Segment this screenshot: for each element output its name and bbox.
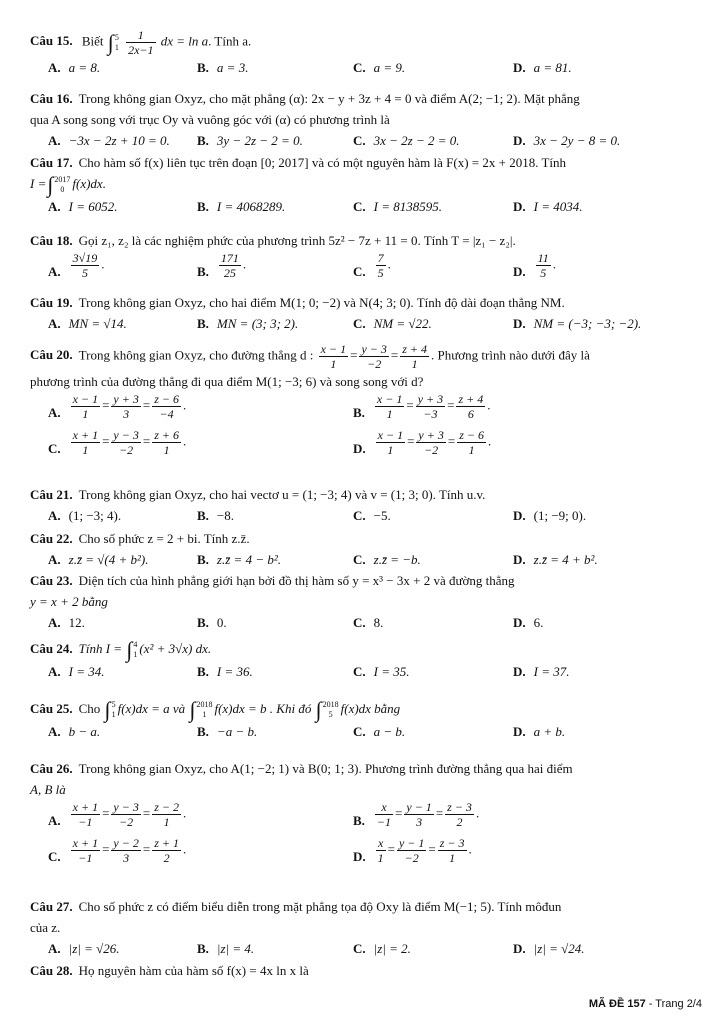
question-number: Câu 24. — [30, 641, 73, 656]
question-16 — [30, 88, 702, 150]
stem-expression: (x² + 3√x) dx. — [139, 641, 212, 656]
option-d[interactable]: D. I = 4034. — [513, 199, 583, 215]
question-20 — [30, 342, 702, 464]
question-25 — [30, 698, 702, 741]
option-a[interactable]: A. −3x − 2z + 10 = 0. — [48, 133, 170, 148]
question-21 — [30, 484, 702, 525]
integral-sign: ∫ — [315, 697, 322, 723]
stem-text: Gọi z₁, z₂ là các nghiệm phức của phương trình 5z² − 7z + 11 = 0. Tính T = |z₁ − z₂|. — [78, 233, 516, 248]
answer-row — [30, 612, 702, 632]
integral-sign: ∫ — [189, 697, 196, 723]
answer-row — [30, 800, 702, 836]
option-b[interactable]: B. −a − b. — [197, 724, 258, 740]
question-number: Câu 22. — [30, 531, 73, 546]
option-d[interactable]: D. $\frac{x - 1}{1}$ = $\frac{y + 3}{-2}$ = $\frac{z - 6}{1}$ . — [353, 428, 492, 457]
question-19 — [30, 292, 702, 333]
integral-limits: 5 1 — [111, 700, 116, 720]
question-number: Câu 27. — [30, 899, 73, 914]
option-a[interactable]: A. z.z̄ = √(4 + b²). — [48, 552, 149, 567]
question-stem — [30, 152, 702, 173]
stem-continuation: phương trình của đường thẳng đi qua điểm M(1; −3; 6) và song song với d? — [30, 374, 424, 389]
option-c[interactable]: C. I = 8138595. — [353, 199, 442, 215]
question-number: Câu 21. — [30, 487, 73, 502]
option-d[interactable]: D. $\frac{11}{5}$ . — [513, 251, 556, 280]
question-22 — [30, 528, 702, 569]
option-c[interactable]: C. −5. — [353, 508, 391, 523]
option-d[interactable]: D. $\frac{x}{1}$ = $\frac{y - 1}{-2}$ = $\frac{z - 3}{1}$ . — [353, 836, 472, 865]
option-d[interactable]: D. |z| = √24. — [513, 941, 585, 956]
stem-text: Trong không gian Oxyz, cho hai vectơ u = (1; −3; 4) và v = (1; 3; 0). Tính u.v. — [78, 487, 486, 502]
question-stem — [30, 638, 702, 661]
option-b[interactable]: B. |z| = 4. — [197, 941, 255, 956]
option-a[interactable]: A. $\frac{x + 1}{-1}$ = $\frac{y - 3}{-2}$ = $\frac{z - 2}{1}$ . — [48, 800, 187, 829]
integral-limits: 2018 5 — [322, 700, 339, 720]
stem-text: Cho hàm số f(x) liên tục trên đoạn [0; 2017] và có một nguyên hàm là F(x) = 2x + 2018. Tính — [78, 155, 567, 170]
option-d[interactable]: D. 3x − 2y − 8 = 0. — [513, 133, 621, 148]
option-a[interactable]: A. $\frac{x - 1}{1}$ = $\frac{y + 3}{3}$ = $\frac{z - 6}{-4}$ . — [48, 392, 187, 421]
fraction: $\frac{1}{2x-1}$ — [128, 28, 154, 57]
answer-row — [30, 549, 702, 569]
option-a[interactable]: A. a = 8. — [48, 60, 101, 75]
question-stem — [30, 28, 702, 57]
question-stem — [30, 960, 702, 981]
option-c[interactable]: C. NM = √22. — [353, 316, 432, 331]
stem-continuation: A, B là — [30, 782, 66, 797]
option-b[interactable]: B. −8. — [197, 508, 235, 523]
answer-row — [30, 130, 702, 150]
question-number: Câu 28. — [30, 963, 73, 978]
option-c[interactable]: C. $\frac{x + 1}{1}$ = $\frac{y - 3}{-2}$ = $\frac{z + 6}{1}$ . — [48, 428, 187, 457]
stem-continuation: qua A song song với trục Oy và vuông góc với (α) có phương trình là — [30, 112, 390, 127]
answer-row — [30, 938, 702, 958]
option-d[interactable]: D. a = 81. — [513, 60, 572, 75]
stem-text: Cho — [78, 701, 101, 716]
option-d[interactable]: D. a + b. — [513, 724, 566, 740]
stem-text: Tính I = — [78, 641, 123, 656]
question-number: Câu 23. — [30, 573, 73, 588]
stem-text: Trong không gian Oxyz, cho mặt phẳng (α): 2x − y + 3z + 4 = 0 và điểm A(2; −1; 2). Mặt phẳng — [78, 91, 580, 106]
option-b[interactable]: B. I = 36. — [197, 664, 253, 680]
integral-sign: ∫ — [104, 697, 111, 723]
answer-row — [30, 661, 702, 681]
stem-continuation: y = x + 2 bằng — [30, 594, 108, 609]
option-c[interactable]: C. 8. — [353, 615, 384, 630]
answer-row — [30, 251, 702, 287]
answer-row — [30, 505, 702, 525]
option-c[interactable]: C. 3x − 2z − 2 = 0. — [353, 133, 460, 148]
option-c[interactable]: C. a = 9. — [353, 60, 406, 75]
option-a[interactable]: A. I = 6052. — [48, 199, 118, 215]
stem-continuation: I =∫ 2017 0 f(x)dx. — [30, 172, 106, 198]
question-27 — [30, 896, 702, 958]
question-23 — [30, 570, 702, 632]
question-number: Câu 18. — [30, 233, 73, 248]
question-stem — [30, 570, 702, 591]
question-stem — [30, 758, 702, 779]
question-number: Câu 17. — [30, 155, 73, 170]
option-c[interactable]: C. $\frac{7}{5}$ . — [353, 251, 391, 280]
option-b[interactable]: B. z.z̄ = 4 − b². — [197, 552, 281, 567]
stem-text: Biết — [81, 33, 104, 49]
option-c[interactable]: C. $\frac{x + 1}{-1}$ = $\frac{y - 2}{3}$ = $\frac{z + 1}{2}$ . — [48, 836, 187, 865]
option-a[interactable]: A. 12. — [48, 615, 85, 630]
page-number: - Trang 2/4 — [645, 998, 702, 1010]
question-stem — [30, 88, 702, 109]
question-stem — [30, 484, 702, 505]
integral-limits: 4 1 — [133, 640, 138, 660]
option-a[interactable]: A. I = 34. — [48, 664, 105, 680]
answer-row — [30, 392, 702, 428]
question-stem — [30, 292, 702, 313]
stem-text: Trong không gian Oxyz, cho A(1; −2; 1) và B(0; 1; 3). Phương trình đường thẳng qua hai điểm — [78, 761, 573, 776]
answer-row — [30, 57, 702, 77]
stem-text: Trong không gian Oxyz, cho hai điểm M(1; 0; −2) và N(4; 3; 0). Tính độ dài đoạn thẳng NM. — [78, 295, 565, 310]
option-a[interactable]: A. MN = √14. — [48, 316, 127, 331]
option-d[interactable]: D. NM = (−3; −3; −2). — [513, 316, 642, 331]
stem-text: Trong không gian Oxyz, cho đường thẳng d : — [78, 347, 314, 363]
answer-row — [30, 428, 702, 464]
option-b[interactable]: B. I = 4068289. — [197, 199, 286, 215]
answer-row — [30, 196, 702, 216]
question-number: Câu 25. — [30, 701, 73, 716]
stem-suffix: . Phương trình nào dưới đây là — [431, 347, 590, 363]
integral-limits: 5 1 — [114, 32, 119, 52]
option-b[interactable]: B. $\frac{171}{25}$ . — [197, 251, 247, 280]
question-17 — [30, 152, 702, 216]
option-c[interactable]: C. z.z̄ = −b. — [353, 552, 421, 567]
option-a[interactable]: A. |z| = √26. — [48, 941, 120, 956]
question-number: Câu 20. — [30, 347, 73, 363]
question-number: Câu 19. — [30, 295, 73, 310]
stem-suffix: . Tính a. — [208, 33, 252, 49]
question-24 — [30, 638, 702, 681]
option-a[interactable]: A. $\frac{3√19}{5}$ . — [48, 251, 105, 280]
option-d[interactable]: D. 6. — [513, 615, 544, 630]
integral-sign: ∫ — [47, 172, 54, 198]
option-a[interactable]: A. b − a. — [48, 724, 101, 740]
integral-sign: ∫ — [126, 637, 133, 663]
question-stem: Câu 25. Cho ∫ 5 1 f(x)dx = a và ∫ 2018 1 f(x)dx = b . Khi đó ∫ 2018 5 f(x)dx bằng — [30, 697, 401, 723]
question-stem — [30, 528, 702, 549]
question-stem: Câu 20. Trong không gian Oxyz, cho đường thẳng d : $\frac{x - 1}{1}$ = $\frac{y - 3}{-2}$ = $\frac{z + 4}{1}$ . Phương trình nào dưới đây là — [30, 342, 590, 371]
option-b[interactable]: B. MN = (3; 3; 2). — [197, 316, 299, 331]
stem-text: Diện tích của hình phẳng giới hạn bởi đồ thị hàm số y = x³ − 3x + 2 và đường thẳng — [78, 573, 515, 588]
question-number: Câu 15. — [30, 33, 73, 49]
exam-code: MÃ ĐỀ 157 — [588, 998, 646, 1010]
stem-text: Cho số phức z có điểm biểu diễn trong mặt phẳng tọa độ Oxy là điểm M(−1; 5). Tính môđun — [78, 899, 562, 914]
question-18 — [30, 230, 702, 287]
answer-row — [30, 313, 702, 333]
integral-sign: ∫ — [107, 29, 114, 55]
option-b[interactable]: B. 3y − 2z − 2 = 0. — [197, 133, 303, 148]
question-28 — [30, 960, 702, 981]
option-b[interactable]: B. 0. — [197, 615, 227, 630]
option-b[interactable]: B. $\frac{x - 1}{1}$ = $\frac{y + 3}{-3}$ = $\frac{z + 4}{6}$ . — [353, 392, 491, 421]
option-d[interactable]: D. (1; −9; 0). — [513, 508, 587, 523]
option-c[interactable]: C. a − b. — [353, 724, 406, 740]
stem-continuation: của z. — [30, 920, 61, 935]
option-c[interactable]: C. |z| = 2. — [353, 941, 411, 956]
stem-text: Họ nguyên hàm của hàm số f(x) = 4x ln x là — [78, 963, 309, 978]
integral-limits: 2017 0 — [54, 175, 71, 195]
option-b[interactable]: B. a = 3. — [197, 60, 249, 75]
stem-text: Cho số phức z = 2 + bi. Tính z.z̄. — [78, 531, 250, 546]
stem-expression: dx = ln a — [160, 33, 209, 49]
question-stem — [30, 230, 702, 251]
option-c[interactable]: C. I = 35. — [353, 664, 410, 680]
option-d[interactable]: D. I = 37. — [513, 664, 570, 680]
option-d[interactable]: D. z.z̄ = 4 + b². — [513, 552, 598, 567]
question-number: Câu 16. — [30, 91, 73, 106]
question-26 — [30, 758, 702, 872]
question-15 — [30, 28, 702, 77]
question-number: Câu 26. — [30, 761, 73, 776]
integral-limits: 2018 1 — [196, 700, 213, 720]
answer-row — [30, 721, 702, 741]
option-b[interactable]: B. $\frac{x}{-1}$ = $\frac{y - 1}{3}$ = $\frac{z - 3}{2}$ . — [353, 800, 480, 829]
option-a[interactable]: A. (1; −3; 4). — [48, 508, 122, 523]
answer-row — [30, 836, 702, 872]
question-stem — [30, 896, 702, 917]
page-footer — [589, 998, 702, 1010]
